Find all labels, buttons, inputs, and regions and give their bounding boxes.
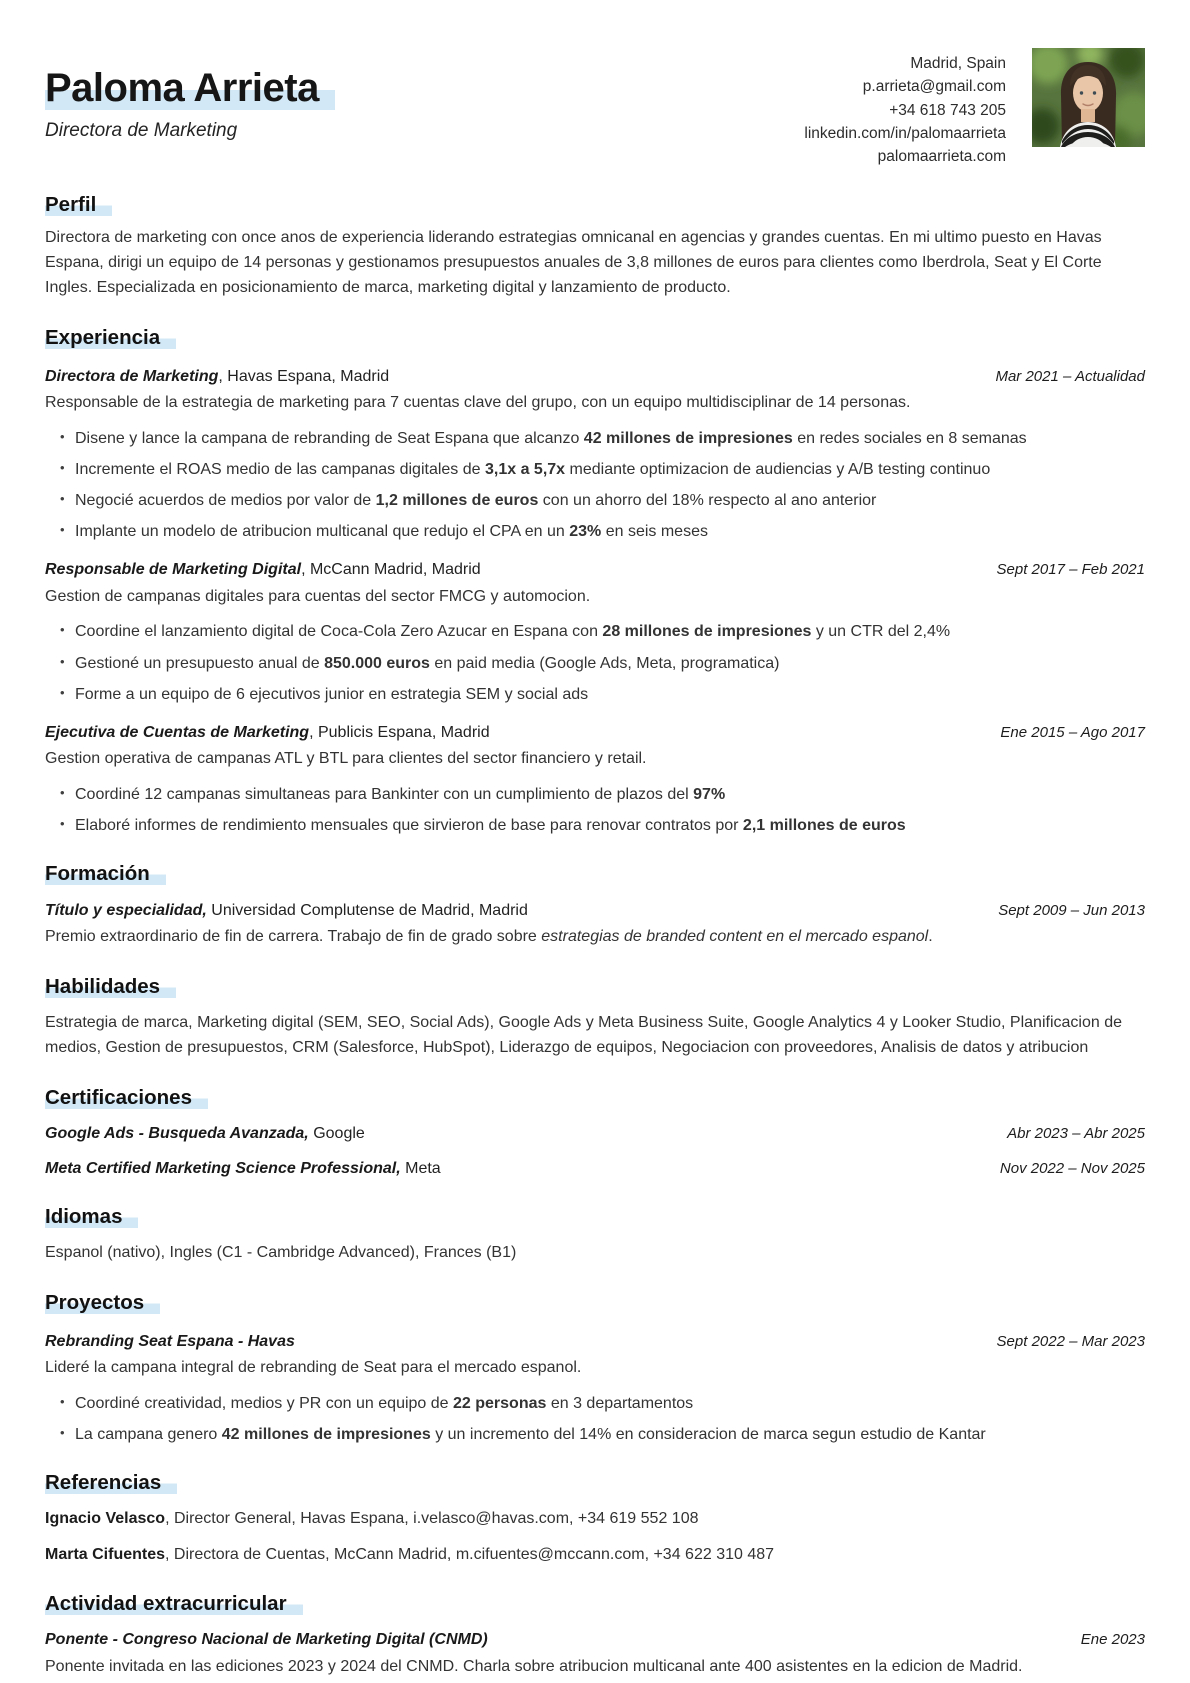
contact-email: p.arrieta@gmail.com <box>862 78 1006 96</box>
job-company: , Publicis Espana, Madrid <box>309 723 490 741</box>
job-company: , Havas Espana, Madrid <box>218 367 390 385</box>
education-school: Universidad Complutense de Madrid, Madrid <box>206 902 528 920</box>
section-experiencia <box>45 326 1145 838</box>
job-role: Directora de Marketing <box>45 367 219 385</box>
header-right <box>804 48 1145 168</box>
section-heading-habilidades: Habilidades <box>45 975 1145 999</box>
contact-linkedin: linkedin.com/in/palomaarrieta <box>804 124 1006 142</box>
education-entry <box>45 899 1145 950</box>
certification-dates: Nov 2022 – Nov 2025 <box>999 1160 1145 1178</box>
certification-entry <box>45 1122 1145 1145</box>
section-idiomas <box>45 1205 1145 1266</box>
job-entry-head <box>45 558 1145 581</box>
bullet-item: • Forme a un equipo de 6 ejecutivos junior en estrategia SEM y social ads <box>75 683 1145 706</box>
project-dates: Sept 2022 – Mar 2023 <box>996 1333 1145 1351</box>
section-actividad <box>45 1592 1145 1679</box>
education-dates: Sept 2009 – Jun 2013 <box>998 902 1145 920</box>
education-desc: Premio extraordinario de fin de carrera. Trabajo de fin de grado sobre estrategias de branded content en el mercado espanol. <box>45 928 933 946</box>
section-certificaciones <box>45 1086 1145 1180</box>
section-heading-perfil: Perfil <box>45 193 1145 217</box>
project-bullets <box>45 1392 1145 1446</box>
job-summary: Gestion de campanas digitales para cuentas del sector FMCG y automocion. <box>45 587 591 605</box>
section-heading-proyectos: Proyectos <box>45 1291 1145 1315</box>
job-entry <box>45 365 1145 544</box>
reference-details: , Director General, Havas Espana, i.velasco@havas.com, +34 619 552 108 <box>165 1510 699 1528</box>
activity-entry <box>45 1628 1145 1679</box>
person-name: Paloma Arrieta <box>45 66 335 111</box>
activity-desc: Ponente invitada en las ediciones 2023 y 2024 del CNMD. Charla sobre atribucion multicanal ante 400 asistentes en la edicion de Madrid. <box>45 1657 1023 1675</box>
bullet-item: • Disene y lance la campana de rebranding de Seat Espana que alcanzo 42 millones de impresiones en redes sociales en 8 semanas <box>75 427 1145 450</box>
contact-phone: +34 618 743 205 <box>889 101 1006 119</box>
job-entry-head <box>45 365 1145 388</box>
section-heading-idiomas: Idiomas <box>45 1205 1145 1229</box>
contact-website: palomaarrieta.com <box>877 148 1006 165</box>
job-role: Ejecutiva de Cuentas de Marketing <box>45 723 310 741</box>
job-summary: Gestion operativa de campanas ATL y BTL para clientes del sector financiero y retail. <box>45 750 647 768</box>
bullet-item: • La campana genero 42 millones de impresiones y un incremento del 14% en consideracion de marca segun estudio de Kantar <box>75 1423 1145 1446</box>
bullet-item: • Coordine el lanzamiento digital de Coca-Cola Zero Azucar en Espana con 28 millones de impresiones y un CTR del 2,4% <box>75 620 1145 643</box>
bullet-item: • Elaboré informes de rendimiento mensuales que sirvieron de base para renovar contratos por 2,1 millones de euros <box>75 814 1145 837</box>
profile-photo <box>1032 48 1145 147</box>
bullet-item: • Coordiné creatividad, medios y PR con un equipo de 22 personas en 3 departamentos <box>75 1392 1145 1415</box>
education-entry-head <box>45 899 1145 922</box>
identity-block <box>45 48 335 142</box>
job-entry <box>45 721 1145 837</box>
certification-title-line <box>45 1157 441 1180</box>
section-proyectos <box>45 1291 1145 1446</box>
job-title-line <box>45 721 490 744</box>
section-heading-certificaciones: Certificaciones <box>45 1086 1145 1110</box>
job-bullets <box>45 620 1145 706</box>
activity-entry-head <box>45 1628 1145 1651</box>
bullet-item: • Implante un modelo de atribucion multicanal que redujo el CPA en un 23% en seis meses <box>75 520 1145 543</box>
project-summary: Lideré la campana integral de rebranding de Seat para el mercado espanol. <box>45 1359 582 1377</box>
reference-entry <box>45 1543 1145 1567</box>
skills-text: Estrategia de marca, Marketing digital (SEM, SEO, Social Ads), Google Ads y Meta Business Suite, Google Analytics 4 y Looker Studio, Planificacion de medios, Gestion de presupuestos, CRM (Salesforce, HubSpot), Liderazgo de equipos, Negociacion con proveedores, Analisis de datos y atribucion <box>45 1014 1122 1057</box>
header <box>45 48 1145 168</box>
project-title-line <box>45 1330 295 1353</box>
job-entry <box>45 558 1145 706</box>
project-entry-head <box>45 1330 1145 1353</box>
section-heading-experiencia: Experiencia <box>45 326 1145 350</box>
bullet-item: • Gestioné un presupuesto anual de 850.000 euros en paid media (Google Ads, Meta, programatica) <box>75 652 1145 675</box>
section-heading-formacion: Formación <box>45 862 1145 886</box>
section-perfil <box>45 193 1145 300</box>
section-habilidades <box>45 975 1145 1061</box>
reference-entry <box>45 1507 1145 1531</box>
person-job-title: Directora de Marketing <box>45 119 238 141</box>
job-dates: Ene 2015 – Ago 2017 <box>1000 723 1145 741</box>
reference-name: Marta Cifuentes <box>45 1546 166 1564</box>
certification-name: Google Ads - Busqueda Avanzada, <box>45 1124 309 1142</box>
contact-block <box>804 52 1006 168</box>
section-formacion <box>45 862 1145 950</box>
job-summary: Responsable de la estrategia de marketing para 7 cuentas clave del grupo, con un equipo multidisciplinar de 14 personas. <box>45 393 911 411</box>
job-title-line <box>45 365 389 388</box>
reference-name: Ignacio Velasco <box>45 1510 166 1528</box>
languages-text: Espanol (nativo), Ingles (C1 - Cambridge Advanced), Frances (B1) <box>45 1244 517 1262</box>
bullet-item: • Negocié acuerdos de medios por valor de 1,2 millones de euros con un ahorro del 18% respecto al ano anterior <box>75 489 1145 512</box>
bullet-item: • Coordiné 12 campanas simultaneas para Bankinter con un cumplimiento de plazos del 97% <box>75 783 1145 806</box>
project-entry <box>45 1330 1145 1446</box>
job-dates: Sept 2017 – Feb 2021 <box>996 561 1145 579</box>
job-company: , McCann Madrid, Madrid <box>301 561 481 579</box>
job-dates: Mar 2021 – Actualidad <box>995 367 1145 385</box>
contact-location: Madrid, Spain <box>910 55 1006 72</box>
certification-issuer: Google <box>308 1124 365 1142</box>
education-degree: Título y especialidad, <box>45 902 207 920</box>
project-name: Rebranding Seat Espana - Havas <box>45 1333 295 1351</box>
section-referencias <box>45 1471 1145 1567</box>
section-heading-actividad: Actividad extracurricular <box>45 1592 1145 1616</box>
job-entry-head <box>45 721 1145 744</box>
job-title-line <box>45 558 481 581</box>
education-title-line <box>45 899 528 922</box>
certification-title-line <box>45 1122 365 1145</box>
reference-details: , Directora de Cuentas, McCann Madrid, m.cifuentes@mccann.com, +34 622 310 487 <box>165 1546 775 1564</box>
activity-dates: Ene 2023 <box>1080 1631 1145 1649</box>
certification-entry <box>45 1157 1145 1180</box>
activity-title: Ponente - Congreso Nacional de Marketing Digital (CNMD) <box>45 1631 488 1649</box>
certification-issuer: Meta <box>400 1160 441 1178</box>
bullet-item: • Incremente el ROAS medio de las campanas digitales de 3,1x a 5,7x mediante optimizacion de audiencias y A/B testing continuo <box>75 458 1145 481</box>
job-bullets <box>45 427 1145 544</box>
activity-title-line <box>45 1628 488 1651</box>
certification-name: Meta Certified Marketing Science Professional, <box>45 1160 401 1178</box>
perfil-text: Directora de marketing con once anos de experiencia liderando estrategias omnicanal en agencias y grandes cuentas. En mi ultimo puesto en Havas Espana, dirigi un equipo de 14 personas y gestionamos presupuestos anuales de 3,8 millones de euros para clientes como Iberdrola, Seat y El Corte Ingles. Especializada en posicionamiento de marca, marketing digital y lanzamiento de producto. <box>45 229 1102 296</box>
job-role: Responsable de Marketing Digital <box>45 561 302 579</box>
section-heading-referencias: Referencias <box>45 1471 1145 1495</box>
job-bullets <box>45 783 1145 837</box>
certification-dates: Abr 2023 – Abr 2025 <box>1007 1124 1145 1142</box>
